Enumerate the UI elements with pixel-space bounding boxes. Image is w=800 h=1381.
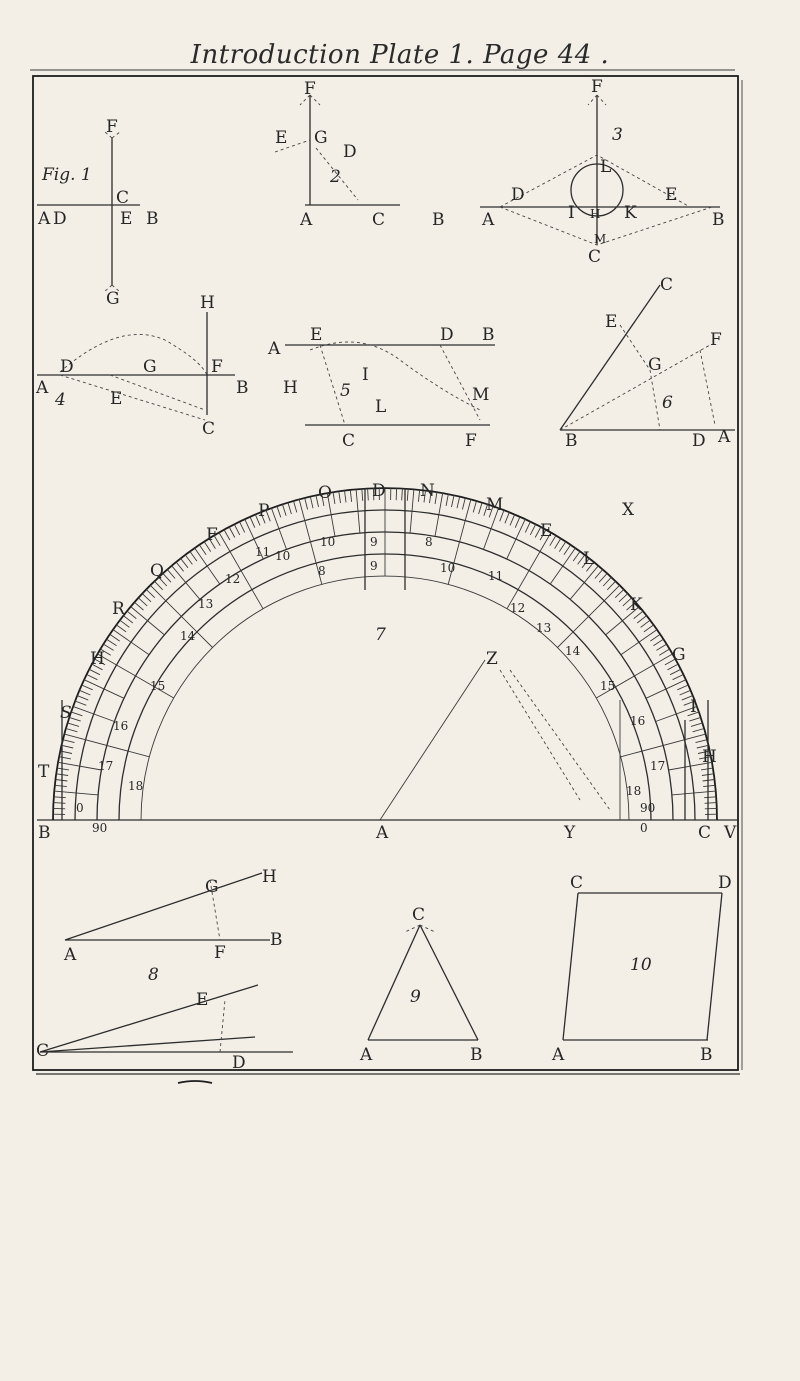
fig6-label-g: G	[648, 355, 662, 375]
fig7-minor-tick	[116, 625, 126, 632]
fig10-number: 10	[630, 955, 652, 975]
fig7-minor-tick	[66, 729, 78, 732]
fig7-minor-tick	[82, 685, 93, 690]
fig7-minor-tick	[515, 517, 520, 528]
fig7-minor-tick	[599, 573, 607, 582]
fig7-minor-tick	[167, 569, 175, 578]
fig3-label-c: C	[588, 247, 602, 267]
fig7-minor-tick	[240, 522, 245, 533]
fig7-minor-tick	[559, 542, 566, 552]
fig7-radial-tick	[73, 706, 114, 721]
fig7-label-f: F	[206, 525, 218, 545]
fig7-minor-tick	[650, 634, 660, 641]
fig7-minor-tick	[163, 573, 171, 582]
fig5-label-d: D	[440, 325, 454, 345]
fig7-minor-tick	[670, 669, 681, 674]
fig7-deg-14a: 14	[180, 629, 196, 643]
fig7-deg-12a: 12	[225, 572, 241, 586]
fig7-minor-tick	[705, 803, 717, 804]
fig7-deg-18b: 18	[626, 784, 642, 798]
fig7-deg-10c: 10	[275, 549, 291, 563]
fig7-minor-tick	[345, 491, 347, 503]
fig7-minor-tick	[603, 577, 611, 586]
fig8-label-h: H	[262, 867, 277, 887]
fig7-minor-tick	[525, 522, 530, 533]
fig7-minor-tick	[564, 545, 571, 555]
fig3-label-a: A	[482, 210, 495, 230]
fig7-minor-tick	[689, 717, 701, 721]
fig7-radial-tick	[131, 607, 165, 635]
fig7-minor-tick	[199, 545, 206, 555]
fig7-deg-90b: 90	[640, 801, 656, 815]
fig7-label-h: H	[90, 649, 105, 669]
fig7-label-l: L	[583, 549, 595, 569]
fig2-label-b: B	[432, 210, 445, 230]
plate-title: Introduction Plate 1. Page 44 .	[190, 40, 610, 70]
fig7-label-t: T	[38, 762, 50, 782]
fig4-number: 4	[55, 390, 66, 410]
fig7-minor-tick	[473, 501, 476, 513]
fig7-radial-tick	[570, 566, 598, 600]
fig7-minor-tick	[54, 797, 66, 798]
fig9-label-c: C	[412, 905, 426, 925]
fig7-label-c: C	[698, 823, 712, 843]
fig10-label-b: B	[700, 1045, 713, 1065]
fig7-radial-tick	[195, 548, 220, 584]
fig7-minor-tick	[479, 503, 483, 515]
fig7-number: 7	[375, 625, 386, 645]
fig2-label-a: A	[300, 210, 313, 230]
fig7-minor-tick	[57, 768, 69, 770]
fig1-label-c: C	[116, 188, 130, 208]
fig7-minor-tick	[653, 639, 663, 646]
fig7-deg-10a: 10	[320, 535, 336, 549]
fig7-minor-tick	[288, 503, 292, 515]
fig7-minor-tick	[190, 551, 197, 561]
fig7-minor-tick	[59, 757, 71, 759]
fig7-radial-tick	[271, 508, 286, 549]
fig7-minor-tick	[55, 785, 67, 786]
fig7-radial-tick	[64, 734, 149, 757]
fig7-deg-11b: 11	[488, 569, 504, 583]
fig7-minor-tick	[607, 581, 615, 590]
fig2-label-e: E	[275, 128, 288, 148]
fig7-minor-tick	[644, 625, 654, 632]
fig7-minor-tick	[87, 675, 98, 680]
fig7-deg-12b: 12	[510, 601, 526, 615]
fig8-label-f: F	[214, 943, 226, 963]
fig3-label-d: D	[511, 185, 525, 205]
fig3-label-f: F	[591, 77, 603, 97]
figure-6	[560, 275, 735, 451]
fig7-deg-9a: 9	[370, 535, 378, 549]
fig7-minor-tick	[146, 589, 155, 597]
fig7-minor-tick	[79, 690, 90, 695]
fig7-minor-tick	[696, 740, 708, 743]
fig7-label-v: V	[724, 823, 737, 843]
fig7-minor-tick	[457, 497, 460, 509]
fig7-minor-tick	[703, 785, 715, 786]
fig1-label-e: E	[120, 209, 133, 229]
fig7-label-p: P	[258, 501, 270, 521]
fig7-minor-tick	[435, 492, 437, 504]
fig3-label-m: M	[594, 232, 607, 246]
fig7-minor-tick	[63, 740, 75, 743]
fig7-minor-tick	[677, 685, 688, 690]
fig6-label-e: E	[605, 312, 618, 332]
fig7-minor-tick	[229, 527, 235, 538]
fig7-deg-9b: 9	[370, 559, 378, 573]
figure-5	[267, 325, 495, 451]
fig5-label-i: I	[362, 365, 369, 385]
fig1-label-b: B	[146, 209, 159, 229]
fig7-deg-16b: 16	[630, 714, 646, 728]
fig7-minor-tick	[530, 524, 535, 535]
fig7-deg-14b: 14	[565, 644, 581, 658]
fig7-deg-8b: 8	[318, 564, 326, 578]
fig7-minor-tick	[75, 701, 86, 705]
fig7-minor-tick	[350, 490, 351, 502]
fig4-label-a: A	[36, 378, 49, 398]
fig3-label-k: K	[624, 203, 637, 223]
fig7-minor-tick	[505, 512, 510, 523]
fig7-minor-tick	[333, 492, 335, 504]
fig7-label-m: M	[486, 495, 504, 515]
fig3-number: 3	[612, 125, 623, 145]
fig4-label-f: F	[211, 357, 223, 377]
fig6-label-b: B	[565, 431, 578, 451]
fig4-label-e: E	[110, 389, 123, 409]
fig7-minor-tick	[595, 569, 603, 578]
fig4-label-c: C	[202, 419, 216, 439]
fig7-radial-tick	[621, 630, 657, 655]
fig7-label-e: E	[540, 521, 553, 541]
fig4-label-b: B	[236, 378, 249, 398]
plate-frame	[33, 76, 738, 1070]
fig7-minor-tick	[615, 589, 624, 597]
fig7-radial-tick	[550, 548, 575, 584]
fig8-label-g: G	[205, 877, 219, 897]
fig1-title: Fig. 1	[42, 165, 92, 185]
fig7-minor-tick	[71, 712, 82, 716]
fig7-minor-tick	[659, 649, 669, 655]
fig7-minor-tick	[250, 517, 255, 528]
fig6-label-f: F	[710, 330, 722, 350]
fig8-label-e: E	[196, 990, 209, 1010]
fig7-minor-tick	[103, 644, 113, 650]
fig7-minor-tick	[637, 616, 646, 623]
fig5-label-c: C	[342, 431, 356, 451]
fig7-deg-90a: 90	[92, 821, 108, 835]
fig4-label-d: D	[60, 357, 74, 377]
fig7-label-k: K	[630, 595, 643, 615]
fig7-minor-tick	[555, 538, 561, 548]
figure-2	[275, 79, 445, 230]
figure-1	[37, 117, 159, 309]
fig7-label-o: O	[318, 483, 332, 503]
fig6-number: 6	[662, 393, 673, 413]
figure-7	[37, 481, 738, 843]
fig7-minor-tick	[110, 634, 120, 641]
fig7-minor-tick	[127, 611, 136, 619]
fig5-number: 5	[340, 381, 351, 401]
fig7-deg-0b: 0	[640, 821, 648, 835]
fig6-label-c: C	[660, 275, 674, 295]
fig6-label-a: A	[718, 427, 731, 447]
fig7-deg-18a: 18	[128, 779, 144, 793]
fig7-minor-tick	[68, 723, 80, 727]
fig7-minor-tick	[641, 620, 651, 627]
fig7-radial-tick	[558, 585, 620, 647]
fig7-deg-8a: 8	[425, 535, 433, 549]
fig7-deg-13a: 13	[198, 597, 214, 611]
fig7-minor-tick	[362, 489, 363, 501]
fig7-minor-tick	[701, 768, 713, 770]
fig7-radial-tick	[621, 734, 706, 757]
printer-mark	[178, 1081, 212, 1083]
fig1-label-d: D	[53, 209, 67, 229]
fig2-label-d: D	[343, 142, 357, 162]
fig7-minor-tick	[142, 594, 151, 602]
fig7-minor-tick	[305, 498, 308, 510]
fig2-number: 2	[330, 167, 341, 187]
fig5-label-e: E	[310, 325, 323, 345]
fig10-label-c: C	[570, 873, 584, 893]
figure-9	[359, 905, 483, 1065]
fig9-number: 9	[410, 987, 421, 1007]
fig7-minor-tick	[89, 669, 100, 674]
fig7-minor-tick	[224, 530, 230, 541]
fig8-number: 8	[148, 965, 159, 985]
fig1-label-f: F	[106, 117, 118, 137]
fig7-label-g: G	[672, 645, 686, 665]
figure-4	[35, 293, 249, 439]
fig7-minor-tick	[277, 506, 281, 517]
fig7-minor-tick	[294, 501, 297, 513]
fig5-label-b: B	[482, 325, 495, 345]
fig7-deg-17b: 17	[650, 759, 666, 773]
fig7-minor-tick	[176, 562, 184, 571]
fig7-minor-tick	[368, 489, 369, 501]
fig2-label-g: G	[314, 128, 328, 148]
fig7-label-n: N	[420, 481, 435, 501]
fig1-label-g: G	[106, 289, 120, 309]
fig3-label-l: L	[600, 157, 612, 177]
figure-3	[480, 77, 725, 267]
fig7-label-a: A	[376, 823, 389, 843]
fig2-label-f: F	[304, 79, 316, 99]
fig7-label-r: R	[112, 599, 125, 619]
fig7-label-b: B	[38, 823, 51, 843]
figure-10	[551, 873, 732, 1065]
fig7-deg-16a: 16	[113, 719, 129, 733]
fig7-minor-tick	[54, 803, 66, 804]
fig7-radial-tick	[113, 630, 149, 655]
fig7-minor-tick	[510, 514, 515, 525]
fig10-label-d: D	[718, 873, 732, 893]
fig7-label-z: Z	[486, 649, 498, 669]
fig7-minor-tick	[573, 551, 580, 561]
fig7-minor-tick	[185, 555, 192, 565]
fig7-label-y: Y	[564, 823, 576, 843]
fig7-minor-tick	[691, 723, 703, 727]
fig3-label-i: I	[568, 203, 575, 223]
fig7-minor-tick	[402, 489, 403, 501]
fig7-minor-tick	[462, 498, 465, 510]
fig7-minor-tick	[310, 497, 313, 509]
fig7-label-h-right: H	[702, 747, 717, 767]
fig8-label-b: B	[270, 930, 283, 950]
fig3-label-e: E	[665, 185, 678, 205]
fig8-label-a: A	[64, 945, 77, 965]
fig5-label-l: L	[375, 397, 387, 417]
fig7-minor-tick	[704, 797, 716, 798]
fig8-label-c: C	[36, 1041, 50, 1061]
fig7-minor-tick	[120, 620, 129, 627]
fig7-minor-tick	[693, 729, 705, 732]
fig9-label-b: B	[470, 1045, 483, 1065]
fig1-label-a: A	[38, 209, 51, 229]
fig7-radial-lines	[53, 488, 717, 814]
fig7-radial-tick	[172, 566, 200, 600]
fig4-label-g: G	[143, 357, 157, 377]
fig7-label-s: S	[60, 703, 72, 723]
fig7-minor-tick	[62, 745, 74, 748]
figure-8	[36, 867, 293, 1073]
fig5-label-a: A	[268, 339, 281, 359]
fig7-minor-tick	[407, 489, 408, 501]
fig7-label-i: I	[690, 697, 697, 717]
fig7-deg-15a: 15	[150, 679, 166, 693]
fig7-deg-10b: 10	[440, 561, 456, 575]
fig7-label-x: X	[622, 500, 635, 520]
fig7-minor-tick	[446, 494, 448, 506]
fig5-label-h: H	[283, 378, 298, 398]
fig7-deg-0a: 0	[76, 801, 84, 815]
fig7-minor-tick	[680, 690, 691, 695]
fig8-label-d: D	[232, 1053, 246, 1073]
fig5-label-f: F	[465, 431, 477, 451]
fig7-minor-tick	[452, 495, 455, 507]
fig6-label-d: D	[692, 431, 706, 451]
fig7-minor-tick	[107, 639, 117, 646]
fig7-deg-13b: 13	[536, 621, 552, 635]
fig2-label-c: C	[372, 210, 386, 230]
fig7-minor-tick	[154, 581, 162, 590]
fig7-deg-15b: 15	[600, 679, 616, 693]
fig7-minor-tick	[134, 602, 143, 610]
fig7-label-d: D	[372, 481, 386, 501]
fig3-label-h: H	[590, 207, 601, 221]
fig9-label-a: A	[360, 1045, 373, 1065]
fig7-deg-17a: 17	[98, 759, 114, 773]
fig7-minor-tick	[673, 675, 684, 680]
fig3-label-b: B	[712, 210, 725, 230]
fig4-label-h: H	[200, 293, 215, 313]
fig7-minor-tick	[339, 491, 341, 503]
fig7-minor-tick	[138, 598, 147, 606]
fig7-minor-tick	[619, 594, 628, 602]
fig7-minor-tick	[181, 558, 188, 567]
fig5-label-m: M	[472, 385, 490, 405]
fig7-minor-tick	[656, 644, 666, 650]
fig7-minor-tick	[234, 524, 239, 535]
fig10-label-a: A	[552, 1045, 565, 1065]
fig7-deg-11a: 11	[255, 545, 271, 559]
fig7-minor-tick	[282, 504, 286, 516]
fig7-minor-tick	[77, 696, 88, 701]
fig7-label-q: Q	[150, 561, 164, 581]
